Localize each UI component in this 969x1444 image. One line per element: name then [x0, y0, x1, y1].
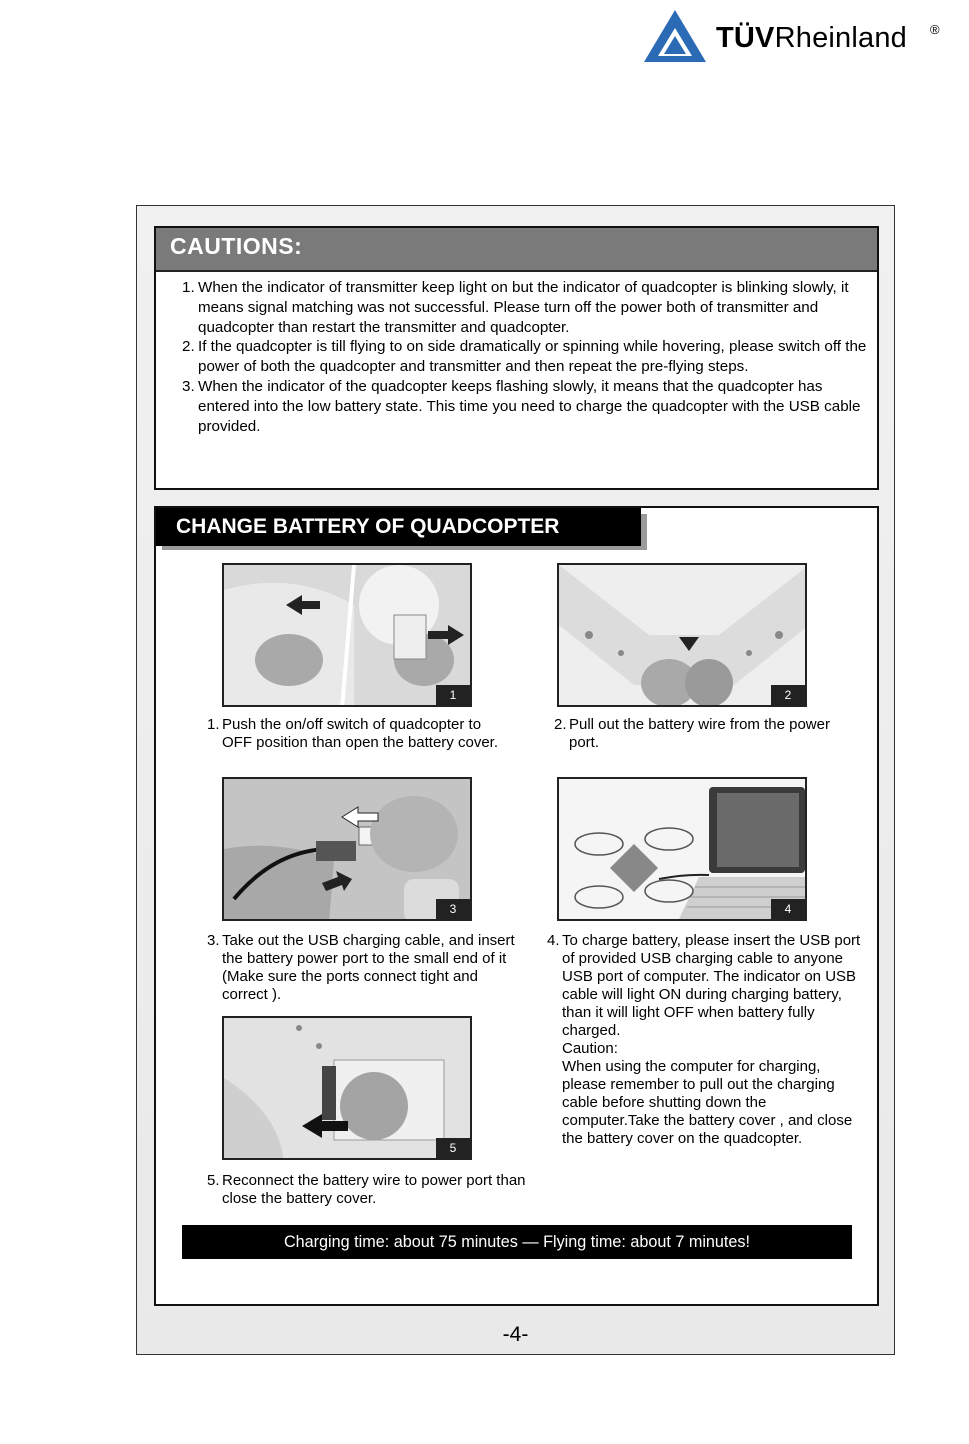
step-text: Pull out the battery wire from the power port. [569, 716, 830, 751]
caution-text: When the indicator of transmitter keep light on but the indicator of quadcopter is blinking slowly, it means signal matching was not successful. Please turn off the power both of transmitter and quadcopter than restart the transmitter and quadcopter. [198, 279, 849, 336]
photo-number-badge: 2 [771, 685, 805, 705]
step-4-body [562, 932, 865, 1148]
step-4-instruction [547, 932, 865, 1148]
step-4-photo [557, 777, 807, 921]
step-text: Push the on/off switch of quadcopter to OFF position than open the battery cover. [222, 716, 498, 751]
caution-number: 3. [182, 377, 195, 395]
caution-list [182, 278, 872, 436]
step-2-instruction [554, 716, 834, 752]
step-number: 1. [207, 716, 220, 733]
step-3-photo [222, 777, 472, 921]
battery-section-title: CHANGE BATTERY OF QUADCOPTER [176, 515, 560, 538]
change-battery-section [154, 506, 879, 1306]
step-text: To charge battery, please insert the USB port of provided USB charging cable to anyone USB port of computer. The indicator on USB cable will light ON during charging battery, than it will light OFF when battery fully charged. [562, 932, 861, 1039]
tuv-brand-bold: TÜV [716, 22, 775, 54]
section-tab [156, 508, 641, 546]
photo-number-badge: 5 [436, 1138, 470, 1158]
step-text: Reconnect the battery wire to power port than close the battery cover. [222, 1172, 526, 1207]
registered-mark: ® [930, 22, 940, 37]
caution-text: When the indicator of the quadcopter keeps flashing slowly, it means that the quadcopter has entered into the low battery state. This time you need to charge the quadcopter with the USB cable provided. [198, 377, 861, 435]
step-5-instruction [207, 1172, 547, 1208]
caution-number: 1. [182, 279, 195, 296]
step-number: 4. [547, 932, 560, 949]
cautions-header [156, 228, 877, 272]
step-1-photo [222, 563, 472, 707]
step-number: 2. [554, 716, 567, 733]
cautions-section [154, 226, 879, 490]
caution-item [182, 377, 872, 436]
photo-number-badge: 1 [436, 685, 470, 705]
caution-text: When using the computer for charging, please remember to pull out the charging cable before shutting down the computer.Take the battery cover , and close the battery cover on the quadcopter. [562, 1058, 853, 1147]
step-number: 5. [207, 1172, 220, 1189]
step-5-photo [222, 1016, 472, 1160]
caution-text: If the quadcopter is till flying to on side dramatically or spinning while hovering, please switch off the power of both the quadcopter and transmitter and then repeat the pre-flying steps. [198, 338, 867, 376]
charging-time-banner: Charging time: about 75 minutes — Flying time: about 7 minutes! [182, 1225, 852, 1259]
caution-label: Caution: [562, 1040, 618, 1057]
page-number: -4- [502, 1323, 529, 1346]
caution-number: 2. [182, 338, 195, 356]
tuv-brand-name [716, 22, 907, 55]
caution-item [182, 337, 872, 377]
step-3-instruction [207, 932, 517, 1004]
step-number: 3. [207, 932, 220, 949]
step-2-photo [557, 563, 807, 707]
step-text: Take out the USB charging cable, and insert the battery power port to the small end of it (Make sure the ports connect tight and correct ). [222, 932, 515, 1003]
photo-number-badge: 3 [436, 899, 470, 919]
tuv-rheinland-logo [640, 8, 950, 68]
caution-item [182, 278, 872, 337]
tuv-triangle-icon [640, 8, 710, 64]
step-1-instruction [207, 716, 507, 752]
cautions-title: CAUTIONS: [170, 233, 303, 259]
tuv-brand-regular: Rheinland [774, 22, 908, 54]
manual-page [136, 205, 895, 1355]
photo-number-badge: 4 [771, 899, 805, 919]
